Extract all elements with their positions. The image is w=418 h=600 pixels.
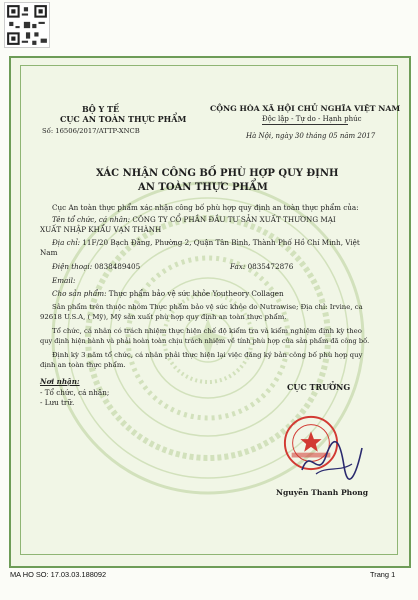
file-code: MA HO SO: 17.03.03.188092 — [10, 570, 107, 579]
ministry-name: BỘ Y TẾ — [82, 104, 120, 114]
signer-title: CỤC TRƯỞNG — [287, 382, 351, 392]
fax-label: Fax: — [230, 262, 246, 271]
organization-value-cont: XUẤT NHẬP KHẨU VẠN THÀNH — [40, 225, 162, 234]
product-value: Thực phẩm bảo vệ sức khỏe Youtheory Collagen — [108, 289, 284, 298]
document-number: Số: 16506/2017/ATTP-XNCB — [42, 127, 140, 135]
organization-label: Tên tổ chức, cá nhân: — [52, 215, 131, 224]
organization-value: CÔNG TY CỔ PHẦN ĐẦU TƯ SẢN XUẤT THƯƠNG MẠI — [132, 215, 336, 224]
signer-name: Nguyễn Thanh Phong — [276, 488, 369, 497]
page-number: Trang 1 — [370, 570, 396, 579]
fax-row — [230, 262, 293, 272]
title-line-1: XÁC NHẬN CÔNG BỐ PHÙ HỢP QUY ĐỊNH — [96, 168, 339, 179]
product-group-line-1: Sản phẩm trên thuộc nhóm Thực phẩm bảo vệ sức khỏe do Nutrawise; Địa chỉ: Irvine, ca — [52, 303, 363, 311]
product-group-line-2: 92618 U.S.A, ( Mỹ), Mỹ sản xuất phù hợp quy định an toàn thực phẩm. — [40, 313, 287, 321]
nation-motto: Độc lập - Tự do - Hạnh phúc — [262, 115, 362, 123]
signature-icon — [296, 436, 366, 482]
address-row — [52, 238, 360, 248]
qr-code — [4, 2, 50, 48]
organization-row — [52, 215, 336, 225]
recipient-item-1: - Tổ chức, cá nhân; — [40, 388, 110, 397]
place-date: Hà Nội, ngày 30 tháng 05 năm 2017 — [246, 132, 376, 140]
department-name: CỤC AN TOÀN THỰC PHẨM — [60, 114, 187, 124]
period-line-2: định an toàn thực phẩm. — [40, 361, 126, 369]
nation-name: CỘNG HÒA XÃ HỘI CHỦ NGHĨA VIỆT NAM — [210, 104, 401, 113]
phone-value: 0838489405 — [94, 262, 141, 271]
title-line-2: AN TOÀN THỰC PHẨM — [138, 182, 268, 193]
recipient-item-2: - Lưu trữ. — [40, 398, 75, 407]
phone-row — [52, 262, 140, 272]
responsibility-line-1: Tổ chức, cá nhân có trách nhiệm thực hiện chế độ kiểm tra và kiểm nghiệm định kỳ theo — [52, 327, 362, 335]
period-line-1: Định kỳ 3 năm tổ chức, cá nhân phải thực hiện lại việc đăng ký bản công bố phù hợp quy — [52, 351, 363, 359]
recipients-heading: Nơi nhận: — [40, 377, 80, 386]
motto-underline — [262, 124, 348, 125]
fax-value: 0835472876 — [247, 262, 294, 271]
intro-text: Cục An toàn thực phẩm xác nhận công bố phù hợp quy định an toàn thực phẩm của: — [52, 203, 359, 212]
phone-label: Điện thoại: — [52, 262, 93, 271]
email-label: Email: — [52, 276, 76, 285]
product-row — [52, 289, 284, 299]
address-value: 11F/20 Bạch Đằng, Phường 2, Quận Tân Bình, Thành Phố Hồ Chí Minh, Việt — [82, 238, 360, 247]
address-value-cont: Nam — [40, 248, 58, 257]
address-label: Địa chỉ: — [52, 238, 81, 247]
responsibility-line-2: quy định hiện hành và phải hoàn toàn chịu trách nhiệm về tính phù hợp của sản phẩm đã công bố. — [40, 337, 370, 345]
product-label: Cho sản phẩm: — [52, 289, 107, 298]
